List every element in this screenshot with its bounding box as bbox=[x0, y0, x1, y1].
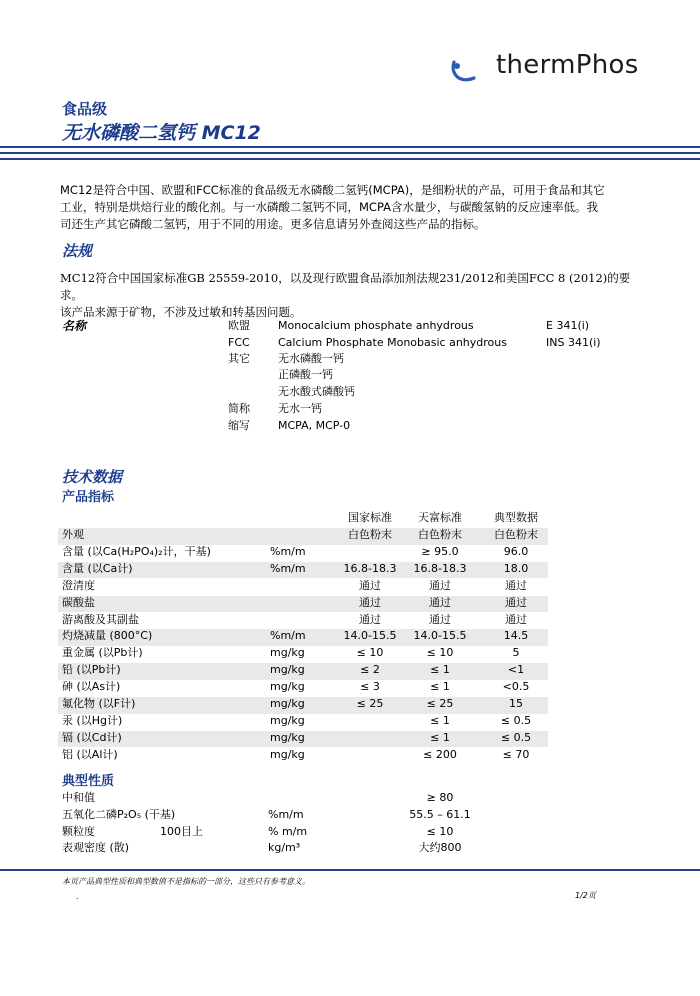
spec-gb-cell: 14.0-15.5 bbox=[343, 629, 397, 643]
thermphos-logo bbox=[448, 48, 648, 88]
spec-unit-cell: mg/kg bbox=[270, 663, 305, 677]
spec-name-cell: 游离酸及其副盐 bbox=[62, 612, 139, 626]
typical-sub-cell: 100目上 bbox=[160, 824, 203, 838]
name-value: 无水酸式磷酸钙 bbox=[278, 385, 355, 398]
spec-unit-cell: mg/kg bbox=[270, 646, 305, 660]
thermphos-swoosh-icon bbox=[448, 56, 488, 86]
spec-unit-cell: mg/kg bbox=[270, 713, 305, 727]
intro-line: 司还生产其它磷酸二氢钙，用于不同的用途。更多信息请另外查阅这些产品的指标。 bbox=[60, 217, 486, 231]
spec-unit-cell: %m/m bbox=[270, 544, 306, 558]
spec-name-cell: 外观 bbox=[62, 528, 84, 541]
spec-gb-cell: 通过 bbox=[359, 578, 381, 592]
spec-typ-cell: 18.0 bbox=[503, 561, 529, 575]
name-code: E 341(i) bbox=[546, 319, 590, 332]
name-key: 欧盟 bbox=[228, 319, 250, 332]
spec-typ-cell: 96.0 bbox=[503, 544, 529, 558]
name-key: FCC bbox=[228, 336, 250, 349]
regulation-line: 该产品来源于矿物，不涉及过敏和转基因问题。 bbox=[60, 305, 302, 319]
footer-note: 本页产品典型性质和典型数值不是指标的一部分，这些只有参考意义。 bbox=[62, 877, 310, 886]
spec-typ-cell: 14.5 bbox=[503, 629, 529, 643]
spec-name-cell: 灼烧减量 (800°C) bbox=[62, 629, 153, 643]
typical-name-cell: 表观密度 (散) bbox=[62, 841, 130, 855]
spec-typ-cell: 15 bbox=[509, 697, 523, 710]
spec-typ-cell: ≤ 70 bbox=[502, 747, 530, 761]
typical-value-cell: 大约800 bbox=[418, 841, 462, 855]
spec-tf-cell: ≤ 1 bbox=[430, 663, 450, 677]
spec-name-cell: 重金属 (以Pb计) bbox=[62, 646, 143, 660]
spec-tf-cell: 通过 bbox=[429, 612, 451, 626]
name-key: 缩写 bbox=[228, 419, 250, 432]
typical-name-cell: 五氧化二磷P₂O₅ (干基) bbox=[62, 807, 176, 821]
spec-tf-cell: ≤ 10 bbox=[426, 646, 454, 660]
typical-value-cell: 55.5 – 61.1 bbox=[409, 807, 471, 821]
spec-typ-cell: 通过 bbox=[505, 595, 527, 609]
typical-unit-cell: kg/m³ bbox=[268, 841, 301, 855]
spec-name-cell: 氟化物 (以F计) bbox=[62, 697, 136, 710]
spec-tf-cell: ≤ 1 bbox=[430, 680, 450, 694]
spec-typ-cell: <0.5 bbox=[502, 680, 530, 694]
name-key: 简称 bbox=[228, 402, 250, 415]
spec-gb-cell: 16.8-18.3 bbox=[343, 561, 397, 575]
name-value: 无水一钙 bbox=[278, 402, 322, 415]
typical-value-cell: ≥ 80 bbox=[426, 791, 454, 804]
names-label: 名称 bbox=[62, 319, 87, 333]
spec-heading: 产品指标 bbox=[62, 490, 115, 505]
spec-gb-cell: ≤ 25 bbox=[356, 697, 384, 710]
spec-tf-cell: ≤ 200 bbox=[423, 747, 457, 761]
logo-text: thermPhos bbox=[496, 50, 639, 80]
spec-unit-cell: %m/m bbox=[270, 561, 306, 575]
spec-name-cell: 澄清度 bbox=[62, 578, 95, 592]
name-value: Calcium Phosphate Monobasic anhydrous bbox=[278, 336, 507, 349]
typical-unit-cell: %m/m bbox=[268, 807, 304, 821]
spec-unit-cell: mg/kg bbox=[270, 680, 305, 694]
typical-unit-cell: % m/m bbox=[268, 824, 308, 838]
spec-name-cell: 汞 (以Hg计) bbox=[62, 713, 123, 727]
name-code: INS 341(i) bbox=[546, 336, 601, 349]
name-value: Monocalcium phosphate anhydrous bbox=[278, 319, 474, 332]
spec-gb-cell: 白色粉末 bbox=[348, 528, 392, 541]
col-header-typ: 典型数据 bbox=[494, 511, 538, 524]
spec-tf-cell: 16.8-18.3 bbox=[413, 561, 467, 575]
spec-unit-cell: %m/m bbox=[270, 629, 306, 643]
intro-line: 工业，特别是烘焙行业的酸化剂。与一水磷酸二氢钙不同，MCPA含水量少，与碳酸氢钠的反应速率低。我 bbox=[60, 200, 599, 214]
product-title: 无水磷酸二氢钙 MC12 bbox=[62, 122, 261, 144]
regulation-line: MC12符合中国国家标准GB 25559-2010，以及现行欧盟食品添加剂法规231/2012和美国FCC 8 (2012)的要求。 bbox=[60, 271, 631, 302]
spec-typ-cell: ≤ 0.5 bbox=[500, 713, 532, 727]
spec-name-cell: 镉 (以Cd计) bbox=[62, 730, 122, 744]
spec-gb-cell: ≤ 10 bbox=[356, 646, 384, 660]
spec-name-cell: 碳酸盐 bbox=[62, 595, 95, 609]
spec-typ-cell: 通过 bbox=[505, 612, 527, 626]
header-rule bbox=[0, 146, 700, 148]
typical-name-cell: 中和值 bbox=[62, 791, 95, 804]
col-header-tf: 天富标准 bbox=[418, 511, 462, 524]
spec-tf-cell: ≤ 1 bbox=[430, 713, 450, 727]
spec-typ-cell: 白色粉末 bbox=[494, 528, 538, 541]
regulation-heading: 法规 bbox=[62, 242, 93, 260]
spec-name-cell: 铅 (以Pb计) bbox=[62, 663, 121, 677]
spec-tf-cell: 白色粉末 bbox=[418, 528, 462, 541]
spec-typ-cell: <1 bbox=[507, 663, 525, 677]
spec-typ-cell: ≤ 0.5 bbox=[500, 730, 532, 744]
page-number: 1/2页 bbox=[575, 891, 596, 900]
col-header-gb: 国家标准 bbox=[348, 511, 392, 524]
header-rule bbox=[0, 152, 700, 154]
name-value: 无水磷酸一钙 bbox=[278, 352, 344, 365]
spec-tf-cell: 通过 bbox=[429, 595, 451, 609]
spec-name-cell: 砷 (以As计) bbox=[62, 680, 121, 694]
name-key: 其它 bbox=[228, 352, 250, 365]
footer-rule bbox=[0, 869, 700, 871]
spec-tf-cell: 14.0-15.5 bbox=[413, 629, 467, 643]
name-value: 正磷酸一钙 bbox=[278, 368, 333, 381]
product-grade: 食品级 bbox=[62, 100, 108, 118]
spec-gb-cell: 通过 bbox=[359, 595, 381, 609]
typical-value-cell: ≤ 10 bbox=[426, 824, 454, 838]
spec-tf-cell: ≤ 25 bbox=[426, 697, 454, 710]
footer-dot: . bbox=[76, 892, 79, 901]
header-rule bbox=[0, 158, 700, 160]
name-value: MCPA, MCP-0 bbox=[278, 419, 351, 432]
spec-tf-cell: ≥ 95.0 bbox=[421, 544, 459, 558]
typical-heading: 典型性质 bbox=[62, 774, 115, 789]
spec-gb-cell: ≤ 2 bbox=[360, 663, 380, 677]
tech-heading: 技术数据 bbox=[62, 468, 123, 486]
spec-typ-cell: 通过 bbox=[505, 578, 527, 592]
intro-paragraph bbox=[60, 182, 650, 233]
spec-tf-cell: ≤ 1 bbox=[430, 730, 450, 744]
spec-name-cell: 铝 (以Al计) bbox=[62, 747, 118, 761]
spec-typ-cell: 5 bbox=[512, 646, 520, 660]
spec-tf-cell: 通过 bbox=[429, 578, 451, 592]
spec-name-cell: 含量 (以Ca计) bbox=[62, 561, 133, 575]
spec-unit-cell: mg/kg bbox=[270, 697, 305, 710]
intro-line: MC12是符合中国、欧盟和FCC标准的食品级无水磷酸二氢钙(MCPA)，是细粉状的产品，可用于食品和其它 bbox=[60, 183, 605, 197]
spec-unit-cell: mg/kg bbox=[270, 747, 305, 761]
spec-gb-cell: ≤ 3 bbox=[360, 680, 380, 694]
typical-name-cell: 颗粒度 bbox=[62, 824, 95, 838]
spec-name-cell: 含量 (以Ca(H₂PO₄)₂计，干基) bbox=[62, 544, 211, 558]
regulation-paragraph bbox=[60, 270, 650, 321]
spec-gb-cell: 通过 bbox=[359, 612, 381, 626]
spec-unit-cell: mg/kg bbox=[270, 730, 305, 744]
